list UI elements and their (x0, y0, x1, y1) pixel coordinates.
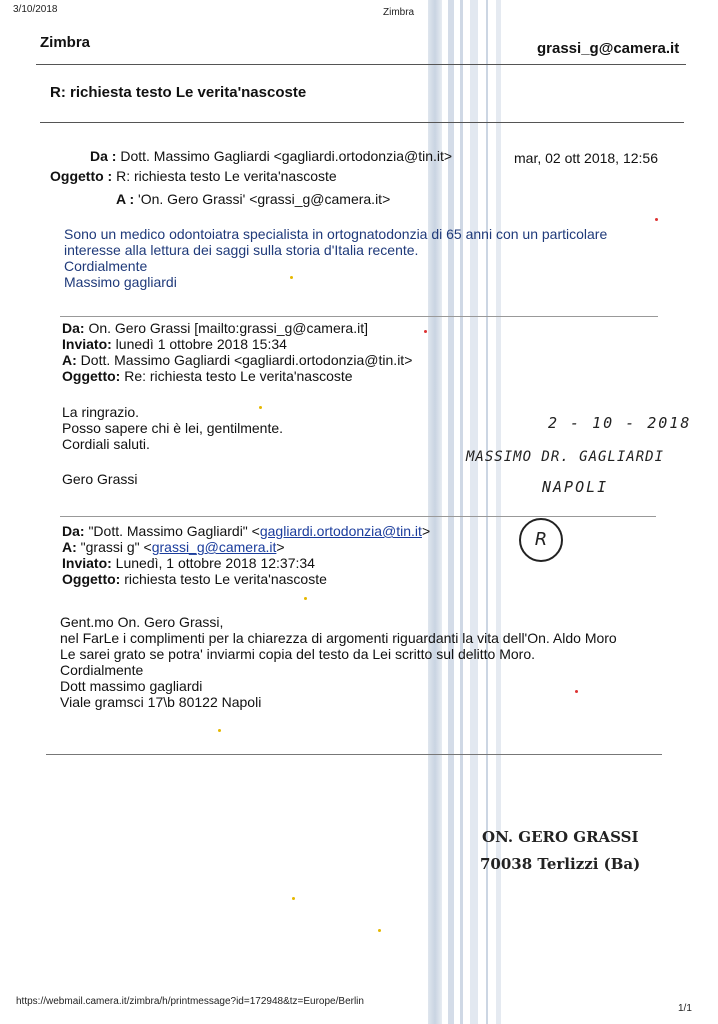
scan-speck (290, 276, 293, 279)
scan-speck (575, 690, 578, 693)
scan-speck (259, 406, 262, 409)
page-subject: R: richiesta testo Le verita'nascoste (50, 84, 307, 101)
circled-letter: R (534, 529, 548, 550)
body-line: Cordialmente (60, 662, 144, 678)
quote2-body (60, 614, 617, 710)
quote2-to-close: > (276, 539, 285, 555)
quote1-from-label: Da: (62, 320, 85, 336)
quote2-divider (60, 516, 656, 517)
to-row (116, 191, 390, 207)
from-value: Dott. Massimo Gagliardi <gagliardi.ortodonzia@tin.it> (120, 148, 453, 164)
quote2-sent-row (62, 555, 430, 571)
footer-url: https://webmail.camera.it/zimbra/h/printmessage?id=172948&tz=Europe/Berlin (16, 996, 364, 1007)
scan-speck (378, 929, 381, 932)
subject-label: Oggetto : (50, 168, 113, 184)
body-line: interesse alla lettura dei saggi sulla storia d'Italia recente. (64, 242, 419, 258)
quote1-sent: lunedì 1 ottobre 2018 15:34 (115, 336, 287, 352)
quote2-subject-label: Oggetto: (62, 571, 121, 587)
quote1-from-row (62, 320, 412, 336)
quote1-to-row (62, 352, 412, 368)
quote2-subject-row (62, 571, 430, 587)
quote2-from-label: Da: (62, 523, 85, 539)
to-label: A : (116, 191, 135, 207)
page-number: 1/1 (678, 1003, 692, 1014)
scan-speck (655, 218, 658, 221)
subject-row (50, 168, 337, 184)
quote1-subject: Re: richiesta testo Le verita'nascoste (124, 368, 353, 384)
subject-divider (40, 122, 684, 123)
quote1-to-label: A: (62, 352, 77, 368)
body-line: nel FarLe i complimenti per la chiarezza di argomenti riguardanti la vita dell'On. Aldo Moro (60, 630, 617, 646)
quote1-divider (60, 316, 658, 317)
quote2-to-name: "grassi g" < (80, 539, 152, 555)
header-divider (36, 64, 686, 65)
quote1-sent-row (62, 336, 412, 352)
body-line: Sono un medico odontoiatra specialista in ortognatodonzia di 65 anni con un particolare (64, 226, 608, 242)
scan-speck (218, 729, 221, 732)
quote2-from-close: > (421, 523, 431, 539)
quote2-sent-label: Inviato: (62, 555, 112, 571)
print-title: Zimbra (383, 7, 415, 18)
stamp-address: 70038 Terlizzi (Ba) (480, 855, 641, 873)
quote2-to-email-link[interactable]: grassi_g@camera.it (151, 539, 277, 555)
quote2-subject: richiesta testo Le verita'nascoste (124, 571, 327, 587)
quote1-from: On. Gero Grassi [mailto:grassi_g@camera.it] (88, 320, 368, 336)
quote1-body (62, 404, 283, 452)
from-row (90, 148, 452, 164)
account-email: grassi_g@camera.it (537, 40, 680, 57)
body-line: Cordialmente (64, 258, 148, 274)
body-line: Cordiali saluti. (62, 436, 150, 452)
handwritten-city: NAPOLI (542, 478, 609, 496)
body-line: Posso sapere chi è lei, gentilmente. (62, 420, 284, 436)
quote2-from-row (62, 523, 430, 539)
from-label: Da : (90, 148, 117, 164)
body-line: Gent.mo On. Gero Grassi, (60, 614, 224, 630)
scan-band (470, 0, 478, 1024)
quote1-header (62, 320, 412, 384)
scan-speck (424, 330, 427, 333)
quote1-to: Dott. Massimo Gagliardi <gagliardi.ortodonzia@tin.it> (80, 352, 413, 368)
print-date: 3/10/2018 (13, 4, 58, 15)
handwritten-date: 2 - 10 - 2018 (548, 414, 692, 432)
circled-mark (519, 518, 563, 562)
handwritten-name: MASSIMO DR. GAGLIARDI (466, 449, 665, 465)
body-line: Massimo gagliardi (64, 274, 177, 290)
scan-band (460, 0, 463, 1024)
to-value: 'On. Gero Grassi' <grassi_g@camera.it> (138, 191, 391, 207)
quote2-from-email-link[interactable]: gagliardi.ortodonzia@tin.it (259, 523, 422, 539)
scan-speck (304, 597, 307, 600)
subject-value: R: richiesta testo Le verita'nascoste (116, 168, 337, 184)
quote2-to-label: A: (62, 539, 77, 555)
quote1-sent-label: Inviato: (62, 336, 112, 352)
body-line: Dott massimo gagliardi (60, 678, 203, 694)
quote2-sent: Lunedì, 1 ottobre 2018 12:37:34 (115, 555, 315, 571)
quote2-header (62, 523, 430, 587)
body-line: Viale gramsci 17\b 80122 Napoli (60, 694, 262, 710)
quote1-subject-label: Oggetto: (62, 368, 121, 384)
quote1-subject-row (62, 368, 412, 384)
stamp-name: ON. GERO GRASSI (482, 828, 639, 846)
body-line: Le sarei grato se potra' inviarmi copia del testo da Lei scritto sul delitto Moro. (60, 646, 536, 662)
quote2-to-row (62, 539, 430, 555)
app-name: Zimbra (40, 34, 91, 51)
bottom-divider (46, 754, 662, 755)
quote1-signature: Gero Grassi (62, 471, 138, 487)
message-date: mar, 02 ott 2018, 12:56 (514, 150, 658, 166)
message-body (64, 226, 607, 290)
quote2-from-name: "Dott. Massimo Gagliardi" < (88, 523, 260, 539)
body-line: La ringrazio. (62, 404, 140, 420)
scan-speck (292, 897, 295, 900)
